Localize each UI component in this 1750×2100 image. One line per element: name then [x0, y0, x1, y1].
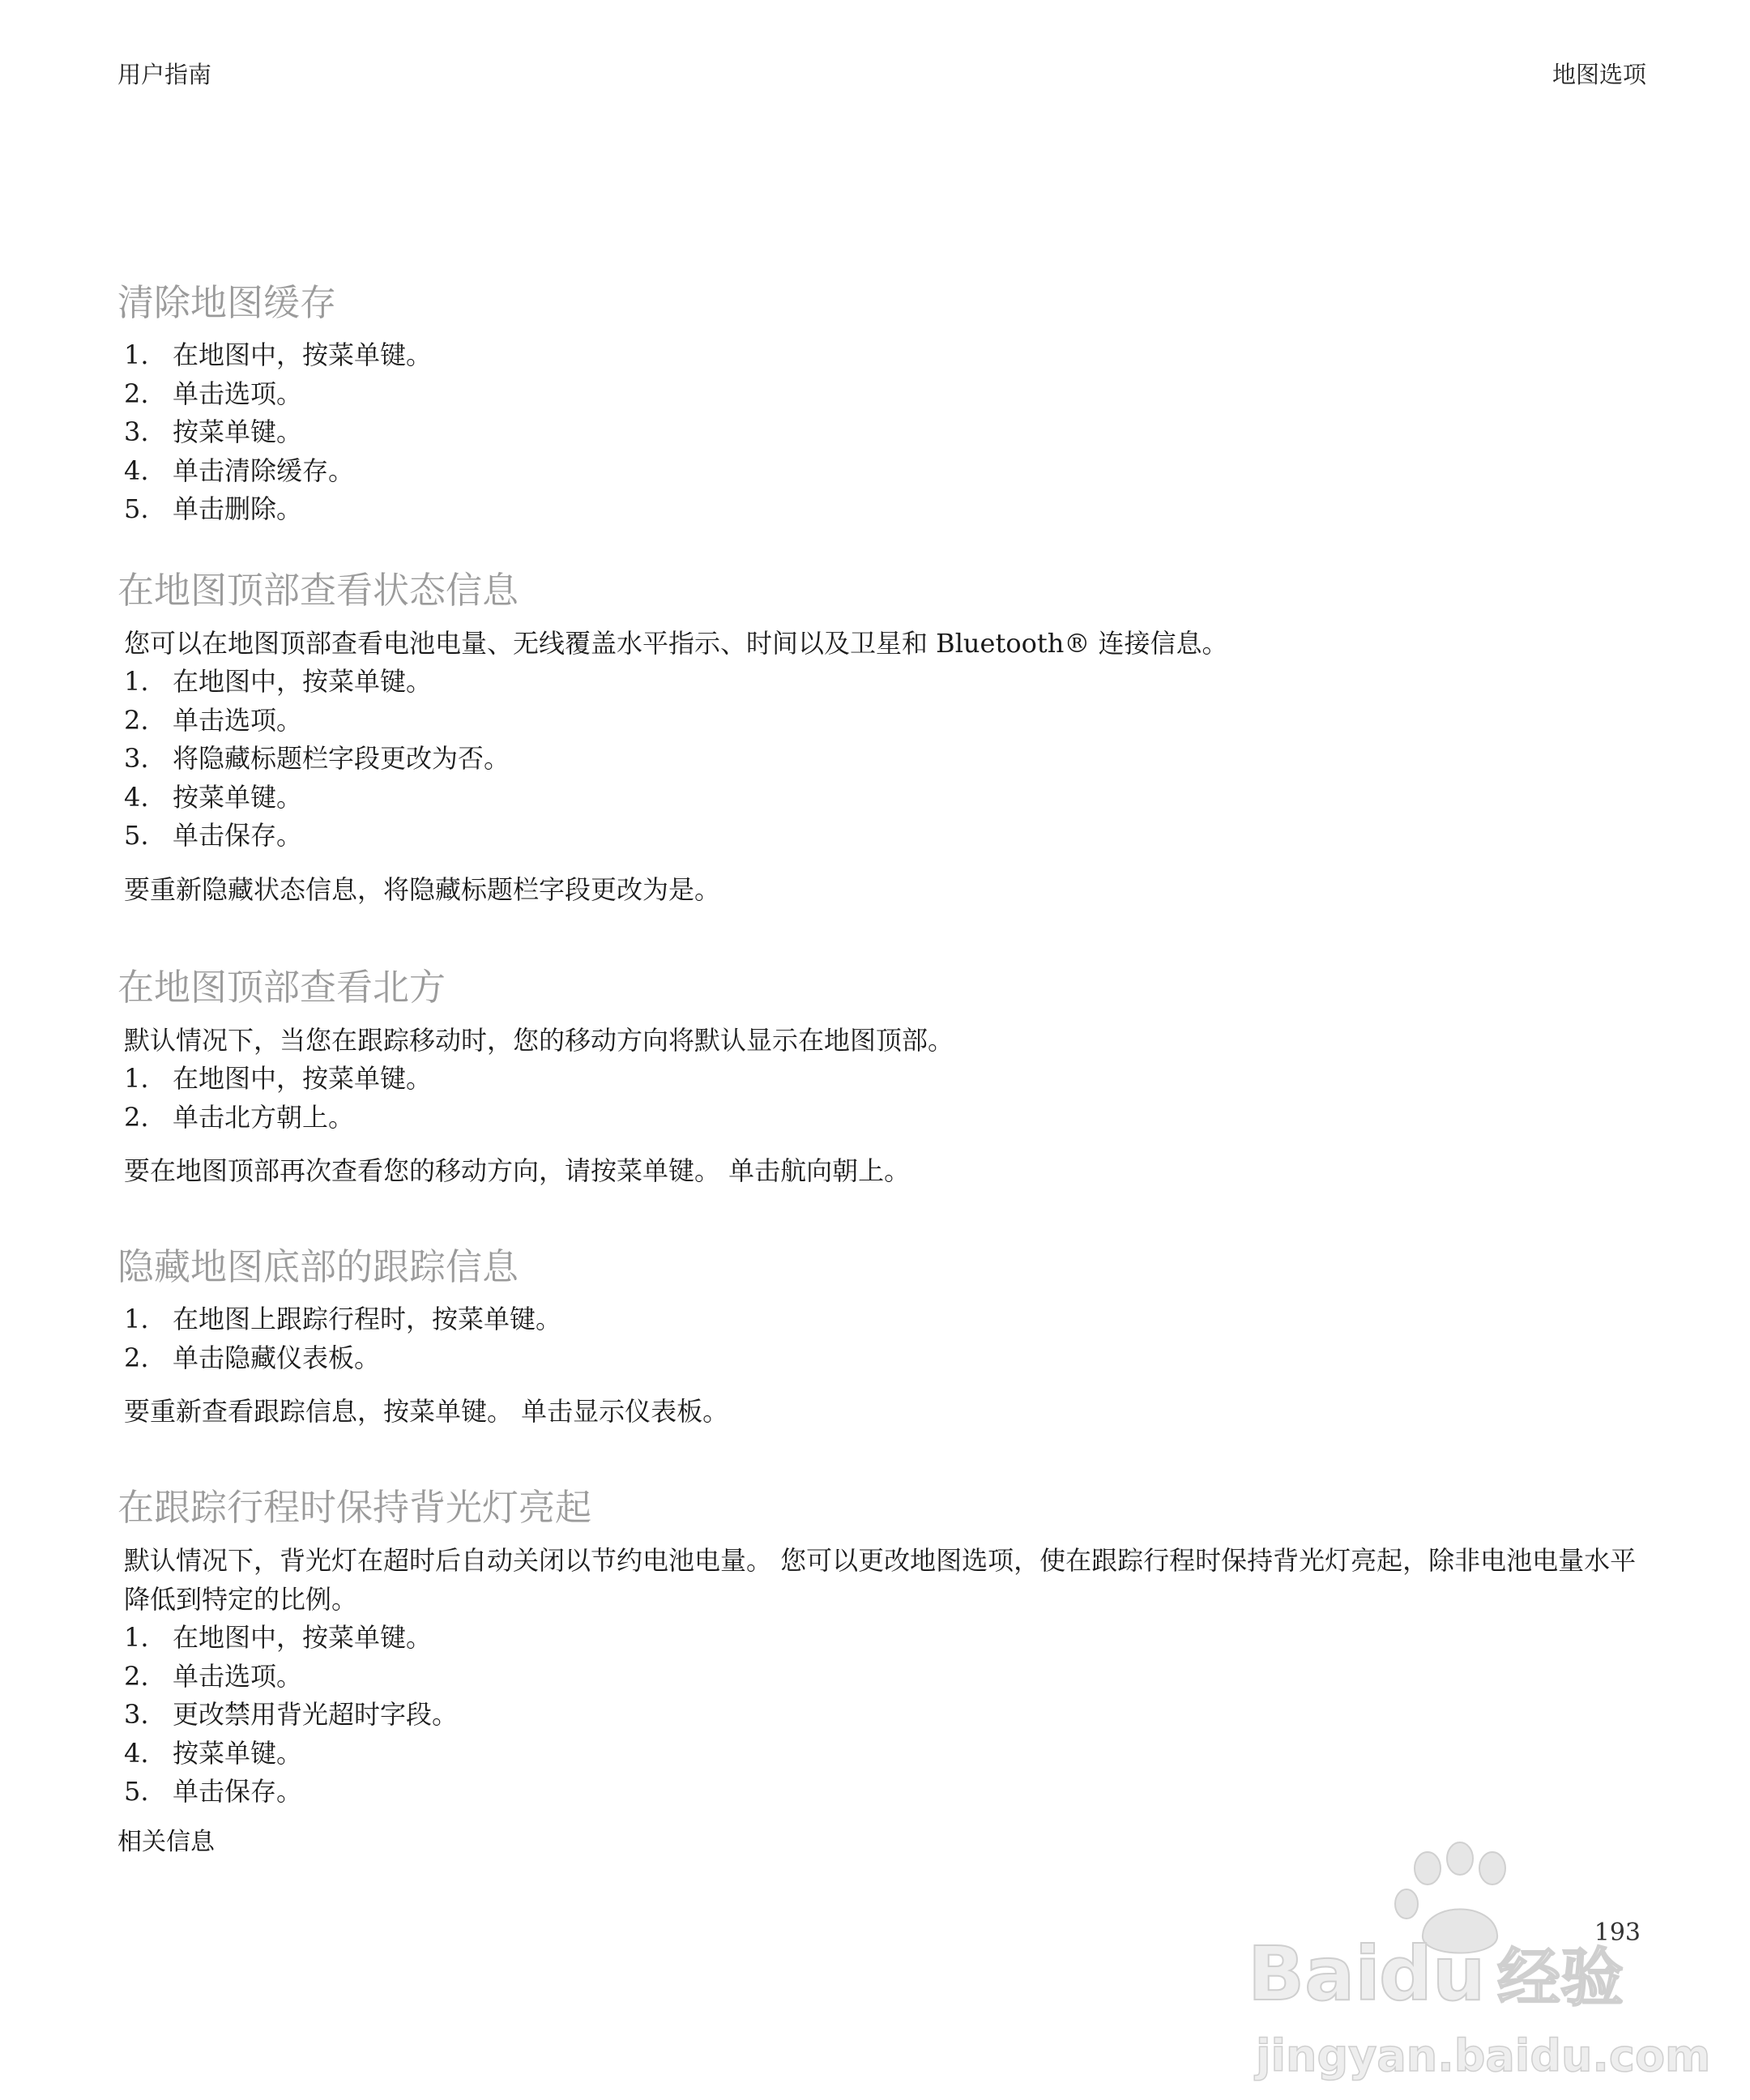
list-item: 5. 单击删除。 — [124, 493, 303, 524]
list-item: 5. 单击保存。 — [124, 1776, 303, 1807]
section-note: 要重新查看跟踪信息，按菜单键。 单击显示仪表板。 — [124, 1396, 729, 1427]
list-item: 1. 在地图中，按菜单键。 — [124, 1622, 433, 1653]
section-note: 要在地图顶部再次查看您的移动方向，请按菜单键。 单击航向朝上。 — [124, 1155, 911, 1186]
section-title: 在跟踪行程时保持背光灯亮起 — [117, 1486, 592, 1529]
section-title: 在地图顶部查看状态信息 — [117, 569, 519, 612]
list-item: 3. 将隐藏标题栏字段更改为否。 — [124, 743, 510, 774]
list-item: 1. 在地图上跟踪行程时，按菜单键。 — [124, 1304, 562, 1334]
steps-list — [117, 1619, 1649, 1812]
steps-list — [117, 663, 1649, 856]
list-item: 1. 在地图中，按菜单键。 — [124, 666, 433, 697]
section-note: 要重新隐藏状态信息，将隐藏标题栏字段更改为是。 — [124, 873, 721, 905]
section-hide-tracking-info — [117, 1244, 1649, 1431]
steps-list — [117, 1300, 1649, 1377]
list-item: 2. 单击选项。 — [124, 1660, 303, 1692]
section-keep-backlight-on — [117, 1484, 1649, 1812]
svg-text:经验: 经验 — [1497, 1942, 1624, 2015]
running-header-right: 地图选项 — [1552, 61, 1646, 88]
list-item: 5. 单击保存。 — [124, 820, 303, 851]
section-intro: 默认情况下，当您在跟踪移动时，您的移动方向将默认显示在地图顶部。 — [124, 1025, 954, 1056]
section-clear-map-cache — [117, 280, 1649, 529]
section-view-north — [117, 964, 1649, 1190]
section-title: 在地图顶部查看北方 — [117, 966, 446, 1009]
list-item: 1. 在地图中，按菜单键。 — [124, 339, 433, 370]
list-item: 2. 单击北方朝上。 — [124, 1101, 355, 1133]
svg-text:Bai: Bai — [1248, 1931, 1381, 2017]
svg-text:jingyan.baidu.com: jingyan.baidu.com — [1256, 2030, 1711, 2081]
running-header-left: 用户指南 — [117, 61, 212, 88]
list-item: 4. 单击清除缓存。 — [124, 455, 355, 486]
list-item: 4. 按菜单键。 — [124, 781, 303, 813]
svg-text:du: du — [1379, 1931, 1486, 2017]
paw-icon — [1415, 1852, 1441, 1884]
list-item: 1. 在地图中，按菜单键。 — [124, 1063, 433, 1094]
list-item: 3. 更改禁用背光超时字段。 — [124, 1699, 459, 1730]
list-item: 3. 按菜单键。 — [124, 416, 303, 447]
related-info-link[interactable]: 相关信息 — [117, 1828, 215, 1856]
section-intro: 您可以在地图顶部查看电池电量、无线覆盖水平指示、时间以及卫星和 Bluetooth® 连接信息。 — [124, 628, 1228, 659]
page-number: 193 — [1594, 1919, 1641, 1947]
section-intro: 默认情况下，背光灯在超时后自动关闭以节约电池电量。 您可以更改地图选项，使在跟踪行程时保持背光灯亮起，除非电池电量水平降低到特定的比例。 — [124, 1545, 1637, 1615]
section-view-status-info — [117, 567, 1649, 909]
section-title: 清除地图缓存 — [117, 281, 337, 324]
steps-list — [117, 1060, 1649, 1137]
list-item: 2. 单击隐藏仪表板。 — [124, 1342, 381, 1373]
list-item: 2. 单击选项。 — [124, 378, 303, 409]
list-item: 2. 单击选项。 — [124, 704, 303, 736]
section-title: 隐藏地图底部的跟踪信息 — [117, 1245, 519, 1288]
steps-list — [117, 336, 1649, 529]
baidu-watermark-logo — [1240, 1838, 1711, 2089]
list-item: 4. 按菜单键。 — [124, 1737, 303, 1769]
